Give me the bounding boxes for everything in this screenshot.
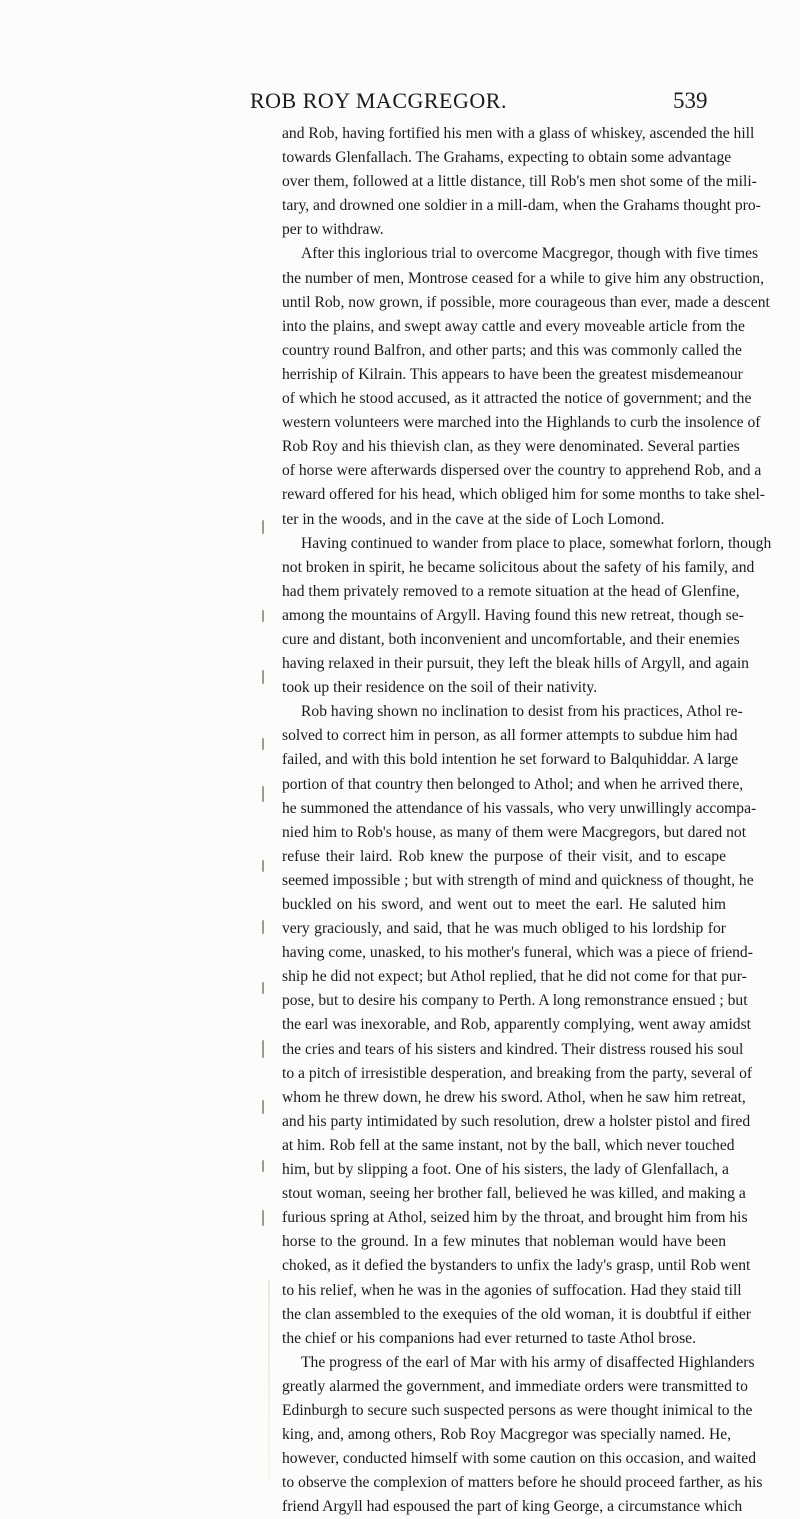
text-line: very graciously, and said, that he was much obliged to his lordship for: [282, 920, 726, 938]
text-line: into the plains, and swept away cattle and every moveable article from the: [282, 317, 745, 335]
text-line: among the mountains of Argyll. Having found this new retreat, though se-: [282, 606, 744, 624]
text-line: however, conducted himself with some caution on this occasion, and waited: [282, 1450, 756, 1468]
text-line: not broken in spirit, he became solicitous about the safety of his family, and: [282, 558, 755, 576]
text-line: ter in the woods, and in the cave at the side of Loch Lomond.: [282, 510, 665, 528]
text-line: king, and, among others, Rob Roy Macgregor was specially named. He,: [282, 1426, 732, 1444]
text-line: the clan assembled to the exequies of the old woman, it is doubtful if either: [282, 1305, 751, 1323]
text-line: solved to correct him in person, as all former attempts to subdue him had: [282, 727, 738, 745]
text-line: herriship of Kilrain. This appears to have been the greatest misdemeanour: [282, 365, 743, 383]
text-line: cure and distant, both inconvenient and uncomfortable, and their enemies: [282, 630, 740, 648]
text-line: of which he stood accused, as it attracted the notice of government; and the: [282, 390, 752, 408]
text-line: western volunteers were marched into the Highlands to curb the insolence of: [282, 414, 761, 432]
text-line: pose, but to desire his company to Perth. A long remonstrance ensued ; but: [282, 992, 748, 1010]
text-line: at him. Rob fell at the same instant, not by the ball, which never touched: [282, 1136, 735, 1154]
text-line: portion of that country then belonged to Athol; and when he arrived there,: [282, 775, 744, 793]
text-line: the number of men, Montrose ceased for a while to give him any obstruction,: [282, 269, 764, 287]
gutter-shadow: [262, 520, 268, 1260]
text-line: to observe the complexion of matters before he should proceed farther, as his: [282, 1474, 763, 1492]
text-line: horse to the ground. In a few minutes that nobleman would have been: [282, 1233, 726, 1251]
text-line: whom he threw down, he drew his sword. Athol, when he saw him retreat,: [282, 1088, 746, 1106]
paragraph-start: After this inglorious trial to overcome Macgregor, though with five times: [301, 245, 759, 263]
text-line: took up their residence on the soil of their nativity.: [282, 679, 598, 697]
text-line: per to withdraw.: [282, 221, 384, 239]
running-head: ROB ROY MACGREGOR.: [250, 88, 507, 113]
text-line: reward offered for his head, which obliged him for some months to take shel-: [282, 486, 765, 504]
text-line: until Rob, now grown, if possible, more courageous than ever, made a descent: [282, 293, 770, 311]
text-line: stout woman, seeing her brother fall, believed he was killed, and making a: [282, 1185, 746, 1203]
text-line: towards Glenfallach. The Grahams, expecting to obtain some advantage: [282, 149, 732, 167]
body-text: [282, 122, 772, 1519]
text-line: failed, and with this bold intention he set forward to Balquhiddar. A large: [282, 751, 739, 769]
text-line: having come, unasked, to his mother's funeral, which was a piece of friend-: [282, 944, 753, 962]
paragraph-start: Having continued to wander from place to place, somewhat forlorn, though: [301, 534, 772, 552]
text-line: over them, followed at a little distance, till Rob's men shot some of the mili-: [282, 173, 757, 191]
text-line: the earl was inexorable, and Rob, apparently complying, went away amidst: [282, 1016, 751, 1034]
page-number: 539: [673, 88, 708, 113]
text-line: to a pitch of irresistible desperation, and breaking from the party, several of: [282, 1064, 753, 1082]
text-line: country round Balfron, and other parts; and this was commonly called the: [282, 341, 742, 359]
text-line: Rob Roy and his thievish clan, as they were denominated. Several parties: [282, 438, 740, 456]
text-line: and Rob, having fortified his men with a glass of whiskey, ascended the hill: [282, 125, 755, 142]
page-header: [0, 82, 800, 114]
paragraph-start: Rob having shown no inclination to desist from his practices, Athol re-: [301, 703, 743, 721]
text-line: to his relief, when he was in the agonies of suffocation. Had they staid till: [282, 1281, 742, 1299]
text-line: he summoned the attendance of his vassals, who very unwillingly accompa-: [282, 799, 757, 817]
text-line: friend Argyll had espoused the part of king George, a circumstance which: [282, 1498, 743, 1516]
text-line: nied him to Rob's house, as many of them were Macgregors, but dared not: [282, 823, 747, 841]
text-line: tary, and drowned one soldier in a mill-dam, when the Grahams thought pro-: [282, 197, 761, 215]
text-line: greatly alarmed the government, and immediate orders were transmitted to: [282, 1377, 748, 1395]
text-line: ship he did not expect; but Athol replied, that he did not come for that pur-: [282, 968, 747, 986]
text-line: having relaxed in their pursuit, they left the bleak hills of Argyll, and again: [282, 655, 749, 673]
paragraph-start: The progress of the earl of Mar with his army of disaffected Highlanders: [301, 1353, 755, 1371]
text-line: him, but by slipping a foot. One of his sisters, the lady of Glenfallach, a: [282, 1161, 729, 1179]
text-line: furious spring at Athol, seized him by the throat, and brought him from his: [282, 1209, 748, 1227]
text-line: buckled on his sword, and went out to meet the earl. He saluted him: [282, 896, 726, 913]
text-line: choked, as it defied the bystanders to unfix the lady's grasp, until Rob went: [282, 1257, 751, 1275]
text-line: of horse were afterwards dispersed over the country to apprehend Rob, and a: [282, 462, 762, 480]
text-line: had them privately removed to a remote situation at the head of Glenfine,: [282, 582, 740, 600]
text-line: the chief or his companions had ever returned to taste Athol brose.: [282, 1329, 696, 1347]
text-line: seemed impossible ; but with strength of mind and quickness of thought, he: [282, 871, 754, 889]
text-line: refuse their laird. Rob knew the purpose of their visit, and to escape: [282, 847, 726, 865]
text-line: Edinburgh to secure such suspected persons as were thought inimical to the: [282, 1401, 753, 1419]
page-edge: [268, 1280, 270, 1480]
text-line: the cries and tears of his sisters and kindred. Their distress roused his soul: [282, 1040, 744, 1058]
text-line: and his party intimidated by such resolution, drew a holster pistol and fired: [282, 1112, 751, 1130]
